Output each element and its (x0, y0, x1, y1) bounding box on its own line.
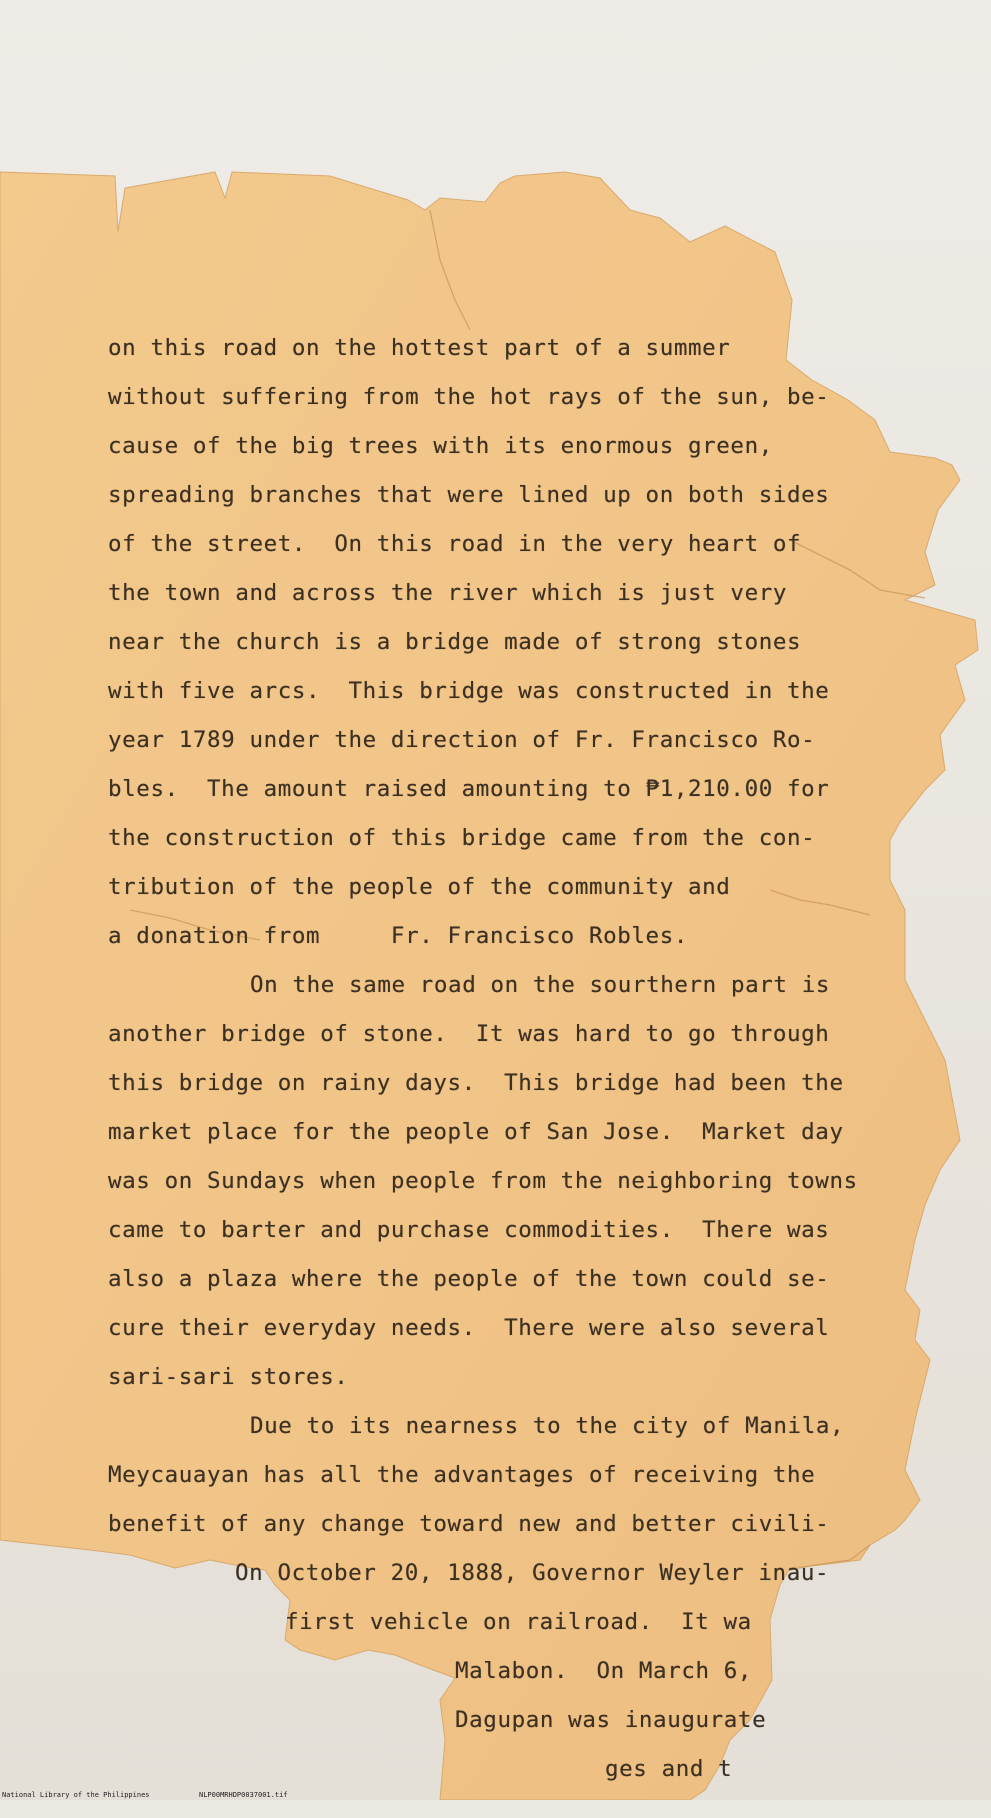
scan-footer (2, 1791, 991, 1800)
text-line: without suffering from the hot rays of the sun, be- (108, 384, 830, 410)
text-line: with five arcs. This bridge was constructed in the (108, 678, 830, 704)
text-line: this bridge on rainy days. This bridge had been the (108, 1070, 844, 1096)
text-line: cause of the big trees with its enormous green, (108, 433, 773, 459)
text-line: on this road on the hottest part of a summer (108, 335, 731, 361)
text-line: of the street. On this road in the very heart of (108, 531, 802, 557)
text-line: first vehicle on railroad. It wa (285, 1609, 752, 1635)
text-line: cure their everyday needs. There were also several (108, 1315, 830, 1341)
text-line: benefit of any change toward new and better civili- (108, 1511, 830, 1537)
text-line: another bridge of stone. It was hard to go through (108, 1021, 830, 1047)
text-line: Due to its nearness to the city of Manila, (250, 1413, 845, 1439)
text-line: also a plaza where the people of the town could se- (108, 1266, 830, 1292)
text-line: near the church is a bridge made of strong stones (108, 629, 802, 655)
text-line: a donation from Fr. Francisco Robles. (108, 923, 688, 949)
text-line: was on Sundays when people from the neighboring towns (108, 1168, 858, 1194)
text-line: sari-sari stores. (108, 1364, 349, 1390)
text-line: tribution of the people of the community and (108, 874, 731, 900)
text-line: Malabon. On March 6, (455, 1658, 753, 1684)
text-line: ges and t (605, 1756, 733, 1782)
text-line: the construction of this bridge came from the con- (108, 825, 816, 851)
text-line: came to barter and purchase commodities. There was (108, 1217, 830, 1243)
text-line: On the same road on the sourthern part is (250, 972, 830, 998)
archive-name: National Library of the Philippines (2, 1791, 150, 1799)
text-line: bles. The amount raised amounting to ₱1,210.00 for (108, 776, 830, 802)
text-line: the town and across the river which is just very (108, 580, 788, 606)
text-line: spreading branches that were lined up on both sides (108, 482, 830, 508)
text-line: On October 20, 1888, Governor Weyler inau- (235, 1560, 830, 1586)
scan-filename: NLP00MRHDP0037001.tif (199, 1791, 288, 1799)
text-line: Dagupan was inaugurate (455, 1707, 767, 1733)
text-line: market place for the people of San Jose. Market day (108, 1119, 844, 1145)
text-line: year 1789 under the direction of Fr. Francisco Ro- (108, 727, 816, 753)
text-line: Meycauayan has all the advantages of receiving the (108, 1462, 816, 1488)
